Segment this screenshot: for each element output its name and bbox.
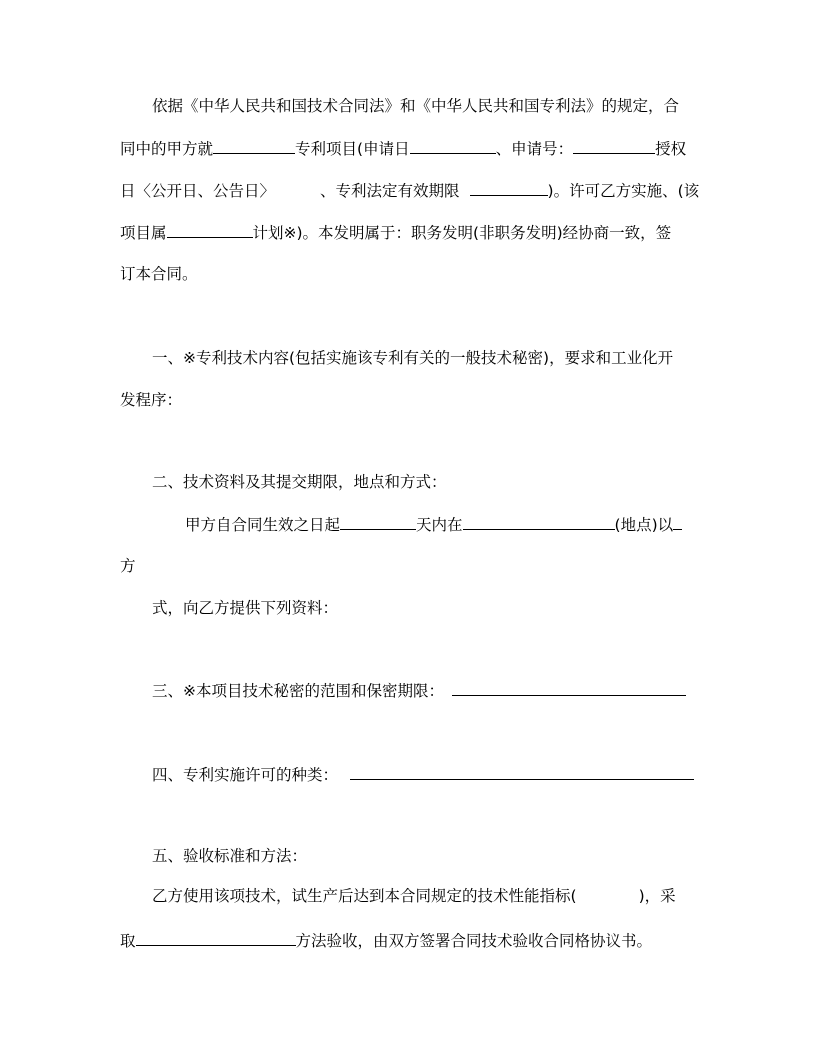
intro-line-5 bbox=[120, 264, 198, 284]
intro-text: 授权 bbox=[655, 140, 687, 158]
section5-line-2 bbox=[120, 930, 652, 951]
section-heading: 三、※本项目技术秘密的范围和保密期限： bbox=[152, 682, 444, 700]
section1-line-2 bbox=[120, 390, 182, 410]
intro-text: 计划※)。本发明属于：职务发明(非职务发明)经协商一致，签 bbox=[252, 224, 672, 242]
section-heading: 二、技术资料及其提交期限，地点和方式： bbox=[152, 473, 447, 491]
section-text: 取 bbox=[120, 932, 136, 950]
section5-line-1 bbox=[152, 886, 676, 906]
section2-line-1 bbox=[185, 514, 682, 535]
section4-heading bbox=[152, 764, 694, 785]
section-text: 式，向乙方提供下列资料： bbox=[152, 599, 339, 617]
intro-text: 订本合同。 bbox=[120, 265, 198, 283]
intro-text: 项目属 bbox=[120, 224, 167, 242]
intro-text: )。许可乙方实施、(该 bbox=[547, 182, 700, 200]
location-field[interactable] bbox=[463, 514, 615, 530]
validity-period-field[interactable] bbox=[470, 180, 548, 196]
section2-heading bbox=[152, 472, 447, 492]
license-type-field[interactable] bbox=[350, 764, 694, 780]
section-heading: 一、※专利技术内容(包括实施该专利有关的一般技术秘密)，要求和工业化开 bbox=[152, 349, 674, 367]
section-heading: 五、验收标准和方法： bbox=[152, 847, 308, 865]
section-text: 天内在 bbox=[416, 516, 463, 534]
intro-line-3 bbox=[120, 180, 699, 201]
section-text: 方 bbox=[120, 557, 136, 575]
section2-line-2 bbox=[120, 556, 136, 576]
section5-heading bbox=[152, 846, 307, 866]
intro-text: 、申请号： bbox=[495, 140, 574, 158]
blank-field[interactable] bbox=[213, 138, 295, 154]
section-text: )，采 bbox=[638, 887, 676, 905]
section-text: 发程序： bbox=[120, 391, 183, 409]
application-date-field[interactable] bbox=[410, 138, 496, 154]
plan-field[interactable] bbox=[167, 222, 253, 238]
intro-text: 日〈公开日、公告日〉 bbox=[120, 182, 276, 200]
section2-line-3 bbox=[152, 598, 338, 618]
intro-line-2 bbox=[120, 138, 686, 159]
section1-line-1 bbox=[152, 348, 673, 368]
section-text: 方法验收，由双方签署合同技术验收合同格协议书。 bbox=[295, 932, 653, 950]
intro-text: 专利项目(申请日 bbox=[295, 140, 410, 158]
method-field[interactable] bbox=[673, 514, 682, 530]
intro-line-1 bbox=[152, 96, 679, 116]
intro-line-4 bbox=[120, 222, 671, 243]
section-text: (地点)以 bbox=[614, 516, 674, 534]
days-field[interactable] bbox=[340, 514, 416, 530]
intro-text: 、专利法定有效期限 bbox=[320, 182, 460, 200]
section3-heading bbox=[152, 680, 686, 701]
acceptance-method-field[interactable] bbox=[136, 930, 296, 946]
intro-text: 同中的甲方就 bbox=[120, 140, 214, 158]
section-text: 乙方使用该项技术，试生产后达到本合同规定的技术性能指标( bbox=[152, 887, 577, 905]
application-number-field[interactable] bbox=[573, 138, 655, 154]
secret-scope-field[interactable] bbox=[452, 680, 686, 696]
intro-text: 依据《中华人民共和国技术合同法》和《中华人民共和国专利法》的规定，合 bbox=[152, 97, 680, 115]
section-heading: 四、专利实施许可的种类： bbox=[152, 766, 339, 784]
section-text: 甲方自合同生效之日起 bbox=[185, 516, 341, 534]
